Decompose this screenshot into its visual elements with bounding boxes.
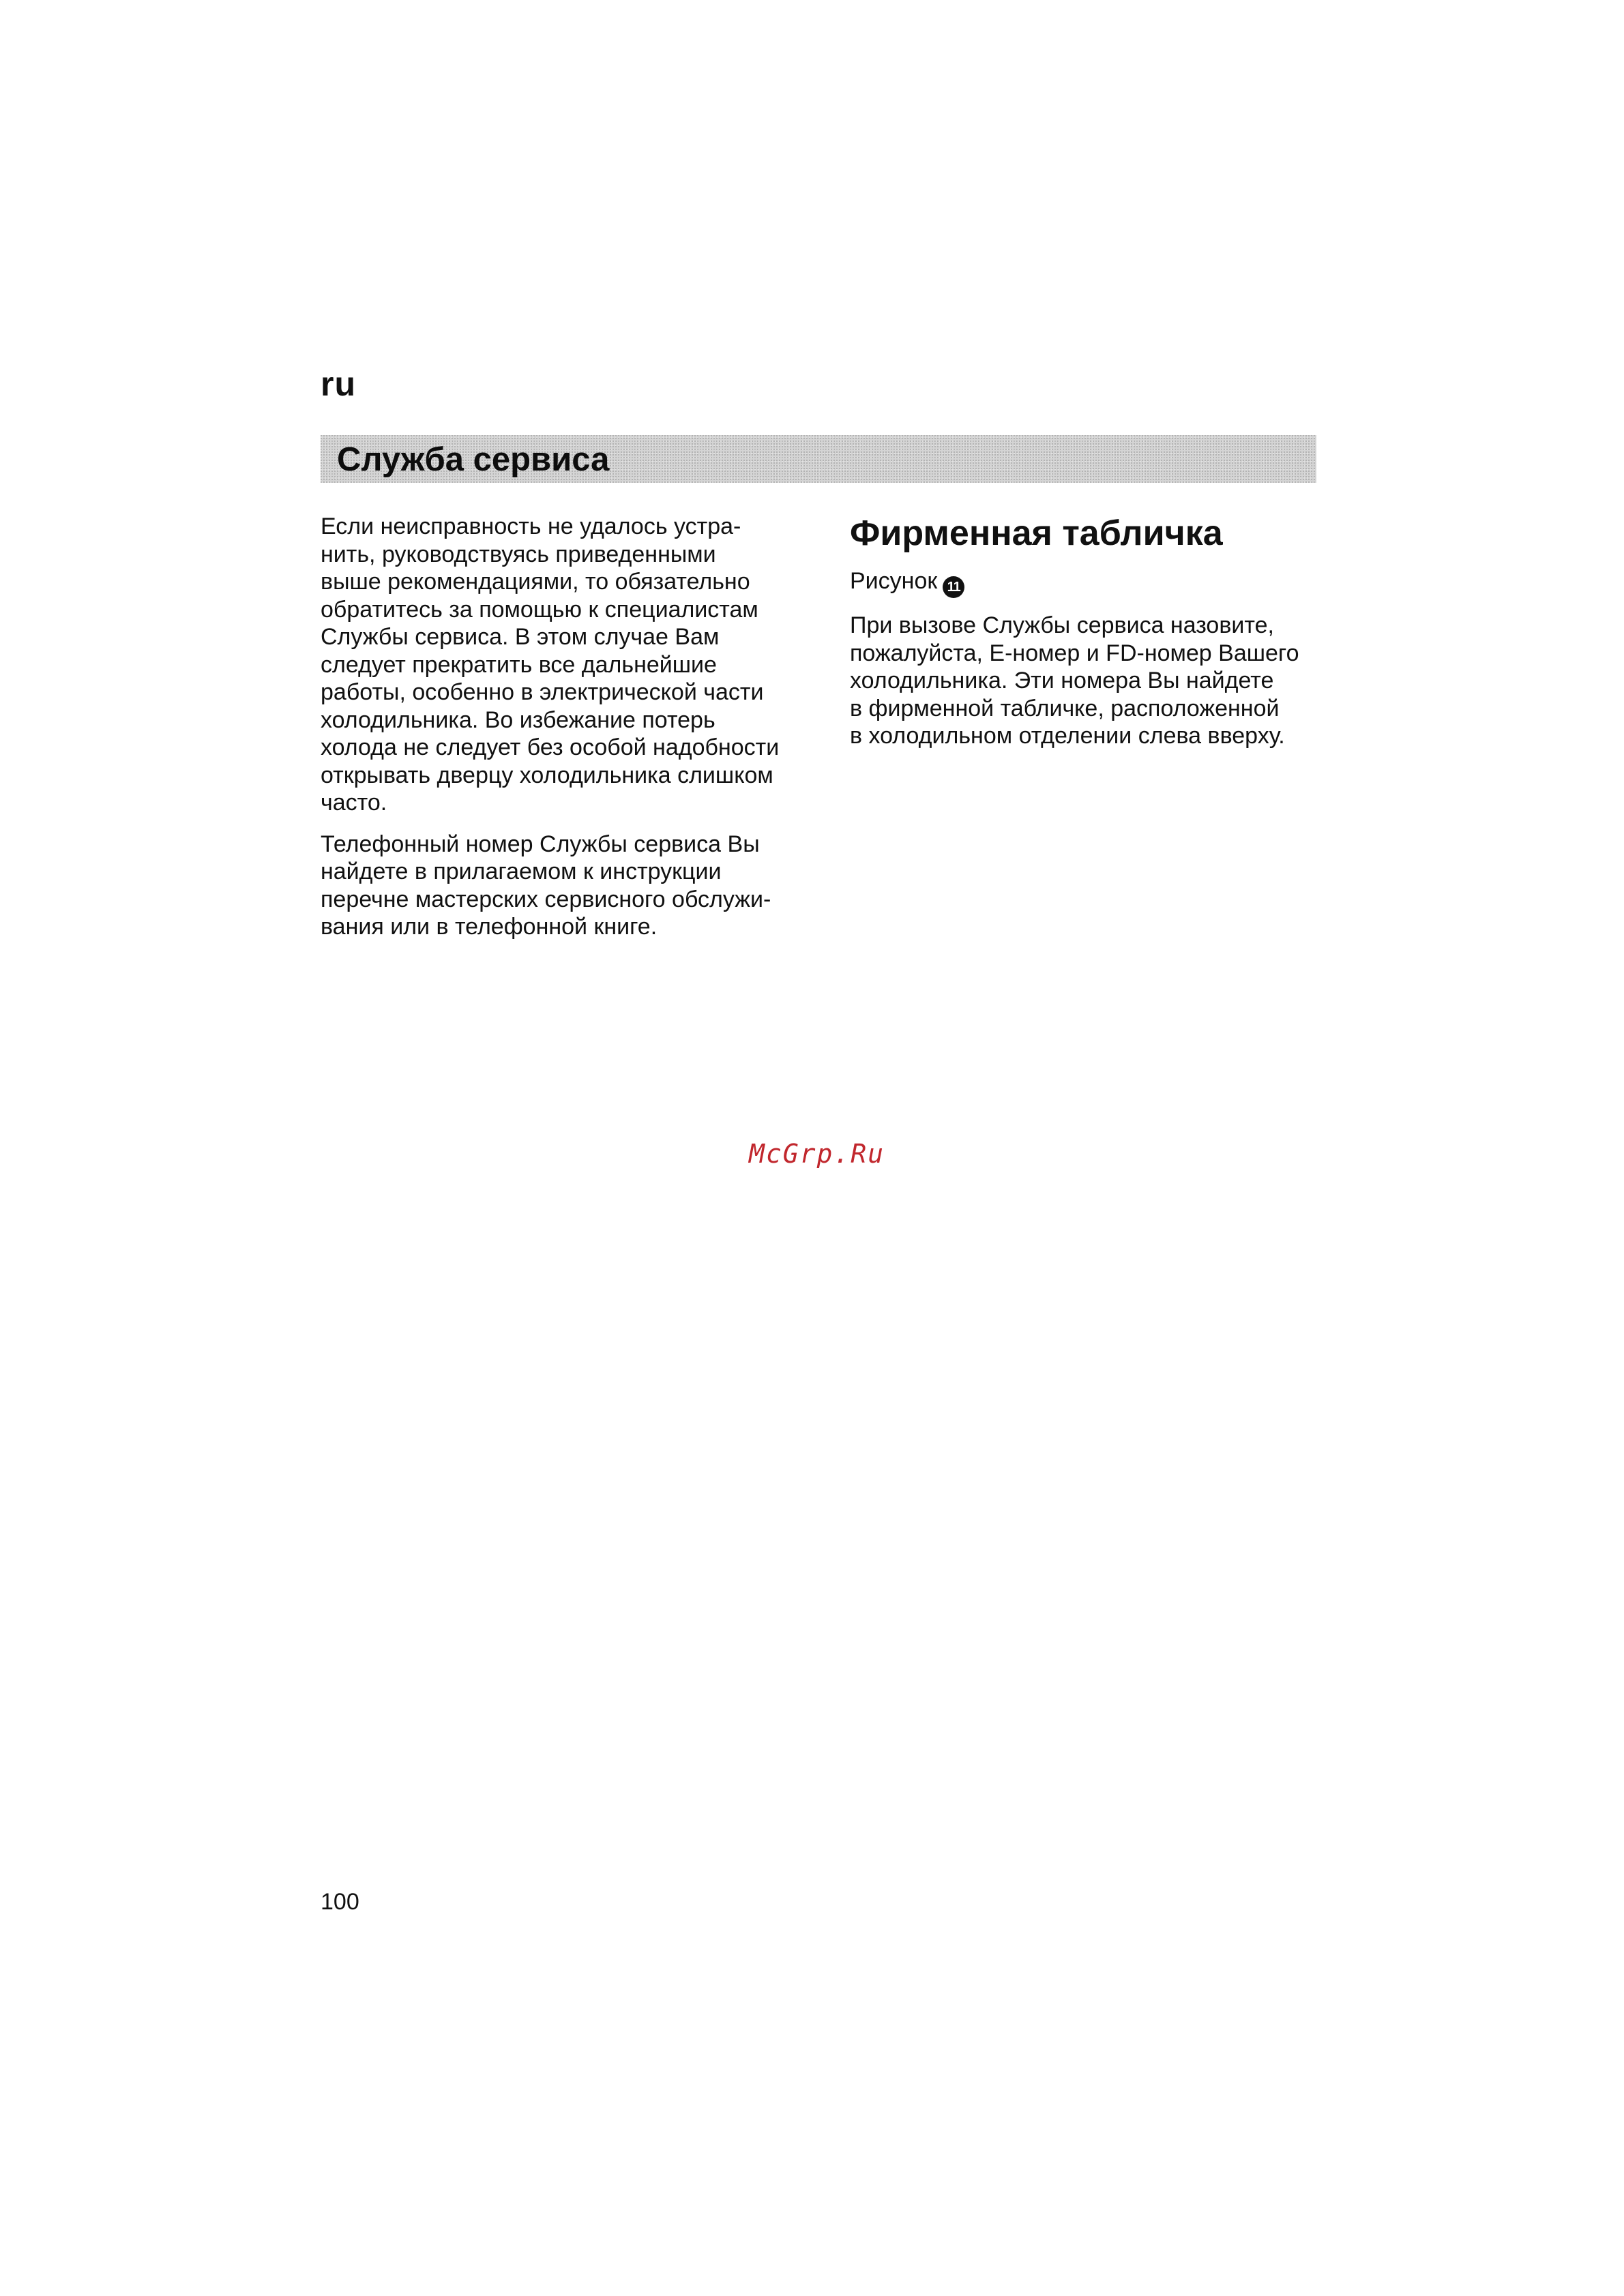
figure-reference <box>850 567 1327 598</box>
paragraph-service-intro: Если неисправность не удалось устра- нить, руководствуясь приведенными выше рекомендациями, то обязательно обратитесь за помощью к специалистам Службы сервиса. В этом случае Вам следует прекратить все дальнейшие работы, особенно в электрической части холодильника. Во избежание потерь холода не следует без особой надобности открывать дверцу холодильника слишком часто. <box>321 513 780 816</box>
paragraph-rating-plate: При вызове Службы сервиса назовите, пожалуйста, E-номер и FD-номер Вашего холодильника. Эти номера Вы найдете в фирменной табличке, расположенной в холодильном отделении слева вверху. <box>850 612 1299 749</box>
figure-number-badge: 11 <box>943 576 964 598</box>
rating-plate-heading: Фирменная табличка <box>850 513 1223 553</box>
section-title: Служба сервиса <box>337 441 610 478</box>
left-column <box>321 513 812 955</box>
paragraph-service-phone: Телефонный номер Службы сервиса Вы найдете в прилагаемом к инструкции перечне мастерских сервисного обслужи- вания или в телефонной книге. <box>321 831 771 940</box>
language-code: ru <box>321 365 356 403</box>
figure-reference-label: Рисунок <box>850 568 938 594</box>
section-header-bar <box>321 435 1316 483</box>
watermark: McGrp.Ru <box>749 1139 885 1169</box>
page-number: 100 <box>321 1889 359 1915</box>
right-column <box>850 513 1327 764</box>
